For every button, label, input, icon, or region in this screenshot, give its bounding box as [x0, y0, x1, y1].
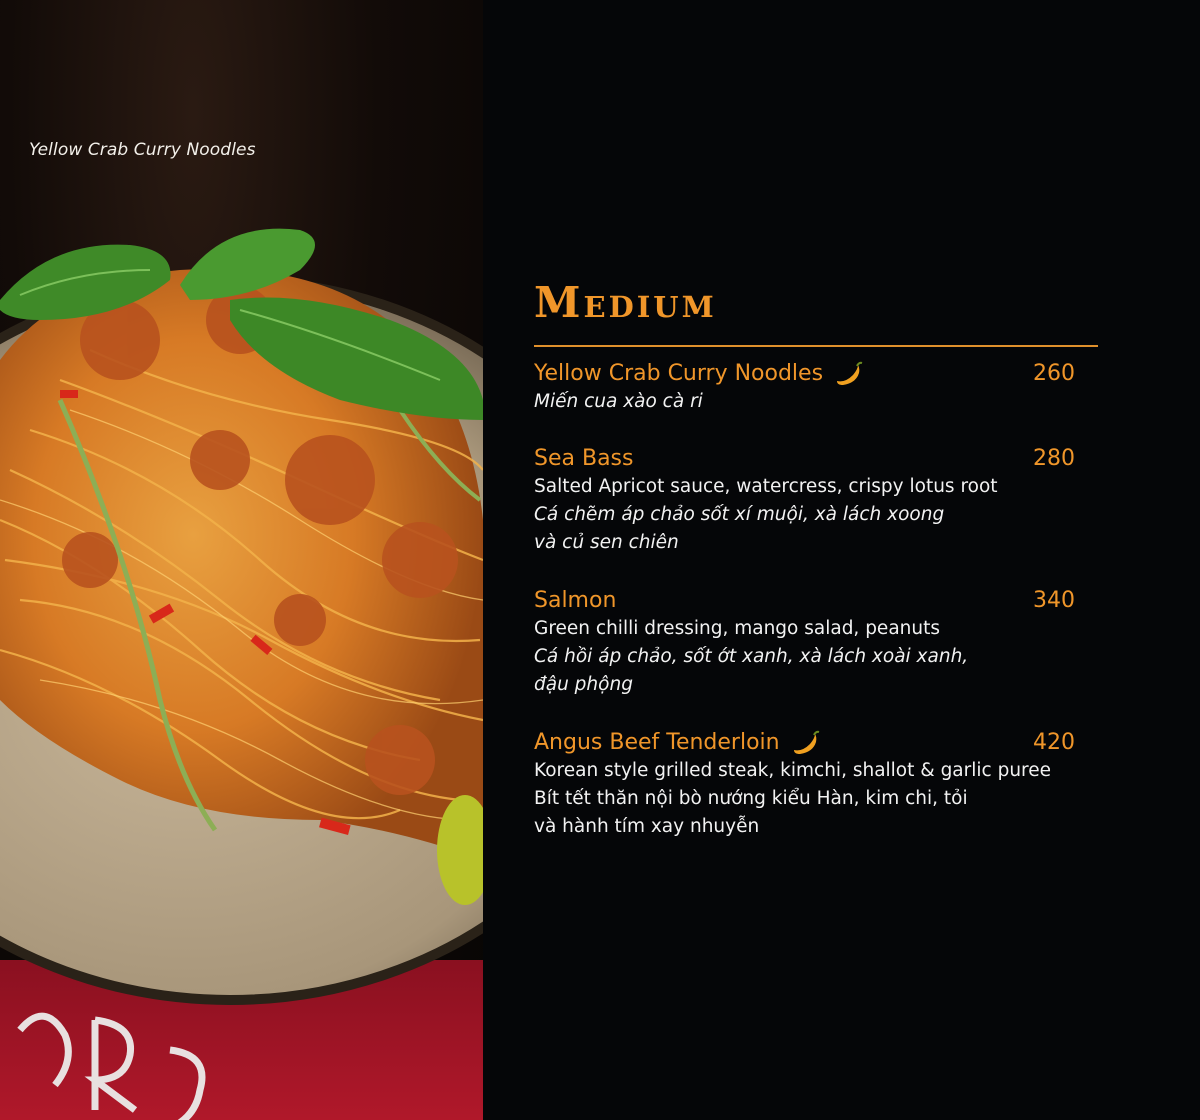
item-description-vi: Miến cua xào cà ri	[534, 391, 703, 412]
menu-panel	[483, 0, 1200, 1120]
item-description-vi: Bít tết thăn nội bò nướng kiểu Hàn, kim chi, tỏi	[534, 788, 968, 809]
item-price: 260	[1033, 361, 1075, 386]
chili-pepper-icon	[788, 730, 822, 756]
item-name: Sea Bass	[534, 446, 634, 471]
item-description-vi: Cá chẽm áp chảo sốt xí muội, xà lách xoong	[534, 504, 945, 525]
item-description-en: Salted Apricot sauce, watercress, crispy lotus root	[534, 476, 998, 497]
item-price: 420	[1033, 730, 1075, 755]
item-name-row	[534, 587, 616, 615]
menu-item	[534, 445, 1079, 557]
item-name: Angus Beef Tenderloin	[534, 730, 780, 755]
menu-item	[534, 729, 1079, 841]
dish-illustration	[0, 0, 483, 1120]
section-divider	[534, 345, 1098, 347]
menu-item	[534, 587, 1079, 699]
item-description-vi: và hành tím xay nhuyễn	[534, 816, 760, 837]
dish-photo	[0, 0, 483, 1120]
item-name-row	[534, 729, 822, 757]
item-description-vi: đậu phộng	[534, 674, 633, 695]
item-name: Salmon	[534, 588, 617, 613]
item-name-row	[534, 360, 865, 388]
photo-caption: Yellow Crab Curry Noodles	[29, 140, 256, 160]
item-description-en: Korean style grilled steak, kimchi, shallot & garlic puree	[534, 760, 1052, 781]
menu-item	[534, 360, 1079, 416]
section-title: Medium	[534, 278, 717, 327]
chili-pepper-icon	[831, 361, 865, 387]
item-price: 340	[1033, 588, 1075, 613]
item-name: Yellow Crab Curry Noodles	[534, 361, 824, 386]
item-price: 280	[1033, 446, 1075, 471]
item-description-vi: và củ sen chiên	[534, 532, 679, 553]
item-description-en: Green chilli dressing, mango salad, peanuts	[534, 618, 940, 639]
item-name-row	[534, 445, 633, 473]
item-description-vi: Cá hồi áp chảo, sốt ớt xanh, xà lách xoài xanh,	[534, 646, 969, 667]
